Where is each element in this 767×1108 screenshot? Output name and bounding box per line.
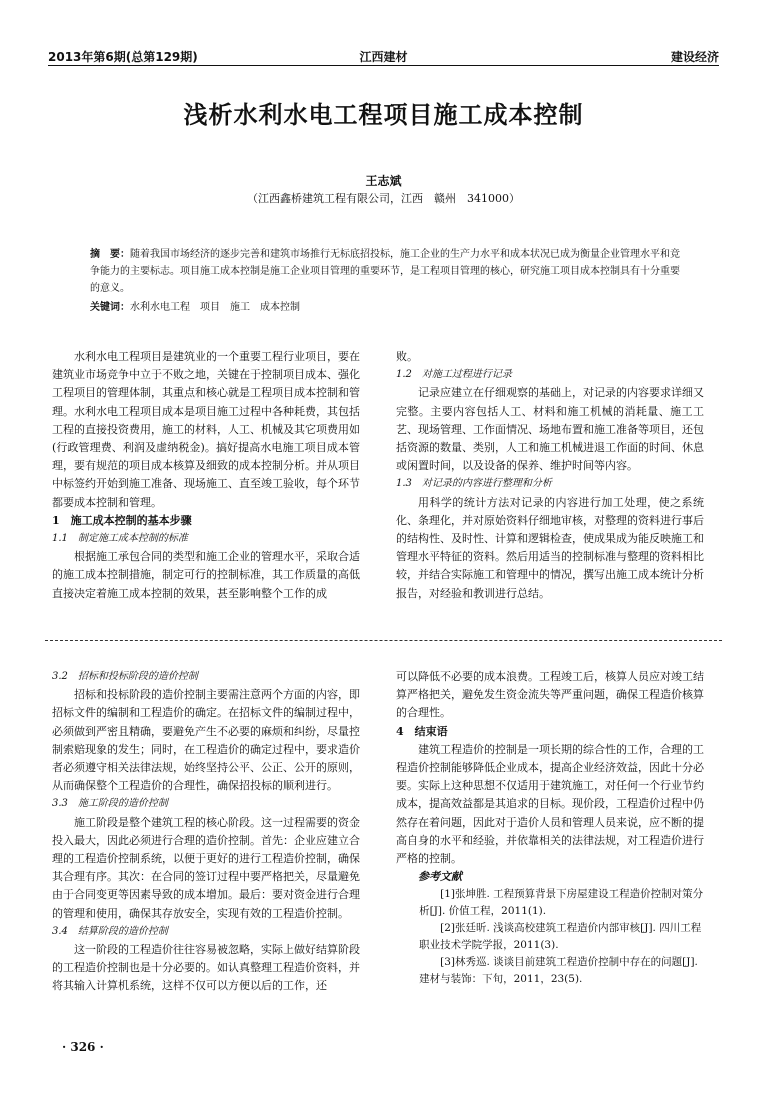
abstract [90, 246, 688, 297]
issue-info: 2013年第6期(总第129期) [48, 50, 198, 64]
paragraph: 这一阶段的工程造价往往容易被忽略，实际上做好结算阶段的工程造价控制也是十分必要的。如认真整理工程造价资料，并将其输入计算机系统，这样不仅可以方便以后的工作，还 [52, 943, 360, 993]
article-divider [45, 640, 722, 641]
abstract-text: 随着我国市场经济的逐步完善和建筑市场推行无标底招投标，施工企业的生产力水平和成本状况已成为衡量企业管理水平和竞争能力的主要标志。项目施工成本控制是施工企业项目管理的重要环节，是工程项目管理的核心，研究施工项目成本控制具有十分重要的意义。 [90, 249, 680, 294]
subsection-heading: 3.2 招标和投标阶段的造价控制 [52, 671, 198, 682]
journal-name: 江西建材 [359, 50, 408, 64]
article-title: 浅析水利水电工程项目施工成本控制 [183, 101, 584, 129]
paragraph: 建筑工程造价的控制是一项长期的综合性的工作，合理的工程造价控制能够降低企业成本，提高企业经济效益，因此十分必要。实际上这种思想不仅适用于建筑施工，对任何一个行业节约成本，提高效益都是其追求的目标。现价段，工程造价过程中仍然存在着问题，因此对于造价人员和管理人员来说，应不断的提高自身的水平和经验，并依靠相关的法律法规，对工程造价进行严格的控制。 [396, 742, 704, 866]
keywords [90, 298, 688, 313]
column-1 [52, 348, 360, 603]
subsection-heading: 1.1 制定施工成本控制的标准 [52, 533, 188, 545]
header-rule [48, 65, 719, 66]
subsection-heading: 3.4 结算阶段的造价控制 [52, 925, 168, 937]
column-2 [396, 348, 704, 603]
keywords-text: 水利水电工程 项目 施工 成本控制 [130, 302, 300, 313]
paragraph: 施工阶段是整个建筑工程的核心阶段。这一过程需要的资金投入最大，因此必须进行合理的造价控制。首先：企业应建立合理的工程造价控制系统，以便于更好的进行工程造价控制，确保其合理有序。其次：在合同的签订过程中要严格把关，尽量避免由于合同变更等因素导致的成本增加。最后：要对资金进行合理的管理和使用，确保其存放安全，实现有效的工程造价控制。 [52, 815, 360, 920]
column-4 [396, 668, 704, 988]
keywords-label: 关键词： [90, 302, 130, 313]
affiliation: （江西鑫桥建筑工程有限公司，江西 赣州 341000） [247, 192, 520, 205]
paragraph-continued: 败。 [396, 350, 418, 363]
section-name: 建设经济 [670, 50, 719, 64]
section-heading: 1 施工成本控制的基本步骤 [52, 513, 192, 527]
reference-item: [3]林秀巡. 谈谈目前建筑工程造价控制中存在的问题[J]. 建材与装饰：下旬，2011，23(5). [419, 956, 698, 986]
paragraph: 记录应建立在仔细观察的基础上，对记录的内容要求详细又完整。主要内容包括人工、材料和施工机械的消耗量、施工工艺、现场管理、工作面情况、场地布置和施工准备等项目，还包括资源的数量、类别，人工和施工机械进退工作面的时间、休息或闲置时间，以及设备的保养、维护时间等内容。 [396, 386, 704, 473]
column-3 [52, 668, 360, 996]
intro-paragraph: 水利水电工程项目是建筑业的一个重要工程行业项目，要在建筑业市场竞争中立于不败之地，关键在于控制项目成本、强化工程项目的管理体制，其重点和核心就是工程项目成本控制和管理。水利水电工程项目成本是项目施工过程中各种耗费，其包括工程的直接投资费用，施工的材料，人工、机械及其它项费用如(行政管理费、利润及虚纳税金)。搞好提高水电施工项目成本管理，要有规范的项目成本核算及细致的成本控制分析。并从项目中标签约开始到施工准备、现场施工、直至竣工验收，每个环节都要成本控制和管理。 [52, 350, 360, 509]
references-heading: 参考文献 [418, 870, 462, 884]
subsection-heading: 3.3 施工阶段的造价控制 [52, 798, 168, 810]
paragraph: 用科学的统计方法对记录的内容进行加工处理，使之系统化、条理化，并对原始资料仔细地审核，对整理的资料进行事后的结构性、及时性、计算和逻辑检查，使成果成为能反映施工和管理水平特征的资料。然后用适当的控制标准与整理的资料相比较，并结合实际施工和管理中的情况，撰写出施工成本统计分析报告，对经验和教训进行总结。 [396, 495, 704, 600]
author: 王志斌 [365, 174, 402, 188]
paragraph: 根据施工承包合同的类型和施工企业的管理水平，采取合适的施工成本控制措施，制定可行的控制标准，其工作质量的高低直接决定着施工成本控制的效果，甚至影响整个工作的成 [52, 550, 360, 600]
subsection-heading: 1.2 对施工过程进行记录 [396, 369, 512, 381]
reference-item: [2]张廷昕. 浅谈高校建筑工程造价内部审核[J]. 四川工程职业技术学院学报，2011(3). [419, 922, 702, 952]
reference-item: [1]张坤胜. 工程预算背景下房屋建设工程造价控制对策分析[J]. 价值工程，2011(1). [419, 888, 704, 918]
running-header [48, 45, 719, 65]
abstract-label: 摘 要： [90, 249, 130, 260]
section-heading: 4 结束语 [396, 724, 448, 738]
paragraph-continued: 可以降低不必要的成本浪费。工程竣工后，核算人员应对竣工结算严格把关，避免发生资金流失等严重问题，确保工程造价核算的合理性。 [396, 670, 704, 720]
paragraph: 招标和投标阶段的造价控制主要需注意两个方面的内容，即招标文件的编制和工程造价的确定。在招标文件的编制过程中，必须做到严密且精确，要避免产生不必要的麻烦和纠纷，尽量控制索赔现象的发生；同时，在工程造价的确定过程中，要求造价者必须遵守相关法律法规，始终坚持公平、公正、公开的原则，从而确保整个工程造价的合理性，确保招投标的顺利进行。 [52, 688, 360, 793]
page-number: · 326 · [62, 1040, 104, 1054]
subsection-heading: 1.3 对记录的内容进行整理和分析 [396, 478, 552, 490]
